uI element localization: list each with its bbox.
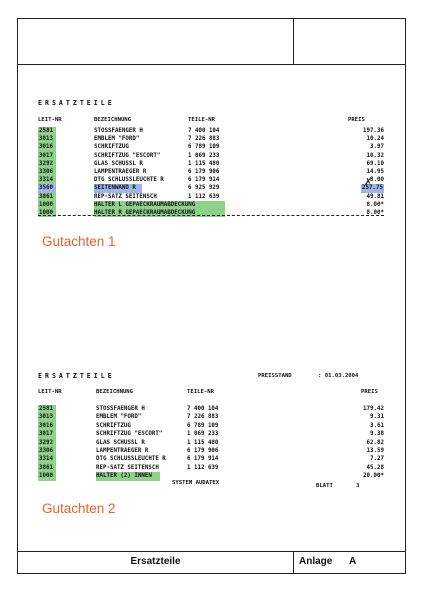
leit-nr-cell: 3861 xyxy=(38,464,56,472)
bezeichnung-cell: EMBLEM "FORD" xyxy=(96,414,142,421)
caption-gutachten-2: Gutachten 2 xyxy=(42,501,116,516)
preis-cell: 197.36 xyxy=(363,128,384,134)
teile-nr-cell: 6 179 906 xyxy=(187,448,219,454)
teile-nr-cell: 6 179 906 xyxy=(188,169,220,175)
column-header-preis: PREIS xyxy=(361,389,378,395)
preis-cell: 9.31 xyxy=(370,414,384,421)
bezeichnung-cell: HALTER L GEPAECKRAUMABDECKUNG xyxy=(94,201,225,209)
table-row xyxy=(38,430,384,438)
leit-nr-cell: 3314 xyxy=(38,455,56,463)
teile-nr-cell: 1 112 639 xyxy=(187,464,219,471)
leit-nr-cell: 3314 xyxy=(38,176,56,184)
sheet-title: ERSATZTEILE xyxy=(38,99,115,107)
table-row xyxy=(38,422,384,430)
preis-cell: 45.28 xyxy=(366,464,384,471)
teile-nr-cell: 6 925 929 xyxy=(188,185,220,192)
column-header-bezeichnung: BEZEICHNUNG xyxy=(96,389,134,395)
footer-anlage xyxy=(299,551,356,573)
hand-drawn-check-icon: ✗ xyxy=(364,177,373,188)
teile-nr-cell: 6 789 109 xyxy=(187,422,219,429)
bezeichnung-cell: STOSSFAENGER H xyxy=(96,406,145,412)
preis-cell: 69.10 xyxy=(366,160,384,167)
bezeichnung-cell: REP-SATZ SEITENSCH xyxy=(96,464,159,471)
teile-nr-cell: 1 069 233 xyxy=(188,152,220,159)
leit-nr-cell: 3017 xyxy=(38,430,56,438)
leit-nr-cell: 3292 xyxy=(38,160,56,168)
table-row xyxy=(38,447,384,455)
teile-nr-cell: 6 179 914 xyxy=(188,177,220,184)
leit-nr-cell: 3017 xyxy=(38,152,56,160)
table-end-divider xyxy=(38,215,384,216)
table-row xyxy=(38,193,384,201)
column-header-teile: TEILE-NR xyxy=(188,117,215,123)
system-label: SYSTEM AUDATEX xyxy=(172,480,220,486)
table-row xyxy=(38,184,384,192)
table-row xyxy=(38,405,384,413)
bezeichnung-cell: EMBLEM "FORD" xyxy=(94,136,140,143)
preis-cell: 9.38 xyxy=(370,431,384,438)
header-column-divider xyxy=(293,19,294,64)
sheet-title: ERSATZTEILE xyxy=(38,372,115,380)
teile-nr-cell: 7 400 104 xyxy=(188,128,220,134)
table-row xyxy=(38,464,384,472)
bezeichnung-cell: SCHRIFTZUG xyxy=(96,422,131,429)
teile-nr-cell: 6 789 109 xyxy=(188,144,220,151)
preis-cell: 49.81 xyxy=(366,193,384,200)
bezeichnung-cell: HALTER (2) INNEN xyxy=(96,472,160,480)
leit-nr-cell: 3306 xyxy=(38,168,56,176)
preis-cell: 10.32 xyxy=(366,152,384,159)
table-row xyxy=(38,413,384,421)
table-row xyxy=(38,160,384,168)
teile-nr-cell: 1 112 639 xyxy=(188,193,220,200)
table-row xyxy=(38,455,384,463)
leit-nr-cell: 3013 xyxy=(38,413,56,421)
column-header-leit: LEIT-NR xyxy=(38,389,62,395)
preis-cell: 179.42 xyxy=(363,406,384,412)
bezeichnung-cell: SCHRIFTZUG "ESCORT" xyxy=(96,431,163,438)
leit-nr-cell: 3560 xyxy=(38,184,56,192)
bezeichnung-cell: HALTER R GEPAECKRAUMABDECKUNG xyxy=(94,209,225,217)
column-header-preis: PREIS xyxy=(348,117,365,123)
preis-cell: 257.75 xyxy=(362,185,383,192)
leit-nr-cell: 2581 xyxy=(38,127,56,135)
bezeichnung-cell: REP-SATZ SEITENSCH xyxy=(94,193,157,200)
bezeichnung-cell: GLAS SCHUSSL R xyxy=(96,439,145,446)
blatt-label: BLATT xyxy=(316,483,333,489)
leit-nr-cell: 3013 xyxy=(38,135,56,143)
caption-gutachten-1: Gutachten 1 xyxy=(42,234,116,249)
preis-cell: 10.24 xyxy=(366,136,384,143)
footer-column-divider xyxy=(293,551,294,573)
preisstand-label: PREISSTAND xyxy=(258,373,292,379)
leit-nr-cell: 3016 xyxy=(38,422,56,430)
bezeichnung-cell: GLAS SCHUSSL R xyxy=(94,160,143,167)
preisstand-value: : 01.03.2004 xyxy=(318,373,359,379)
bezeichnung-cell: DTG SCHLUSSLEUCHTE R xyxy=(96,456,166,463)
teile-nr-cell: 7 226 883 xyxy=(187,414,219,421)
table-row xyxy=(38,143,384,151)
leit-nr-cell: 1000 xyxy=(38,472,56,480)
bezeichnung-cell: LAMPENTRAEGER R xyxy=(96,448,149,454)
leit-nr-cell: 3306 xyxy=(38,447,56,455)
bezeichnung-cell: SCHRIFTZUG xyxy=(94,144,129,151)
leit-nr-cell: 3292 xyxy=(38,439,56,447)
preis-cell: 14.95 xyxy=(366,169,384,175)
leit-nr-cell: 3861 xyxy=(38,193,56,201)
bezeichnung-cell: SEITENWAND R xyxy=(94,184,142,192)
preis-cell: 62.82 xyxy=(366,439,384,446)
leit-nr-cell: 1000 xyxy=(38,209,56,217)
teile-nr-cell: 7 226 883 xyxy=(188,136,220,143)
footer-anlage-value: A xyxy=(349,556,357,567)
bezeichnung-cell: LAMPENTRAEGER R xyxy=(94,169,147,175)
leit-nr-cell: 1000 xyxy=(38,201,56,209)
blatt-value: 3 xyxy=(356,483,360,489)
preis-cell: 3.97 xyxy=(370,144,384,151)
table-row xyxy=(38,127,384,135)
table-row xyxy=(38,209,384,217)
preis-cell: 7.27 xyxy=(370,456,384,463)
table-row xyxy=(38,168,384,176)
footer-anlage-label: Anlage xyxy=(299,556,333,567)
column-header-teile: TEILE-NR xyxy=(187,389,214,395)
footer-title: Ersatzteile xyxy=(130,556,181,567)
teile-nr-cell: 1 069 233 xyxy=(187,431,219,438)
table-row xyxy=(38,152,384,160)
teile-nr-cell: 6 179 914 xyxy=(187,456,219,463)
preis-cell: 20.00* xyxy=(363,473,384,480)
bezeichnung-cell: STOSSFAENGER H xyxy=(94,128,143,134)
bezeichnung-cell: SCHRIFTZUG "ESCORT" xyxy=(94,152,161,159)
preis-cell: 3.61 xyxy=(370,422,384,429)
leit-nr-cell: 3016 xyxy=(38,143,56,151)
table-row xyxy=(38,176,384,184)
teile-nr-cell: 1 115 480 xyxy=(187,439,219,446)
column-header-leit: LEIT-NR xyxy=(38,117,62,123)
table-row xyxy=(38,135,384,143)
leit-nr-cell: 2581 xyxy=(38,405,56,413)
preis-cell: 8.00* xyxy=(366,210,384,216)
preis-cell: 8.00 xyxy=(370,177,384,184)
preis-cell: 13.59 xyxy=(366,448,384,454)
bezeichnung-cell: DTG SCHLUSSLEUCHTE R xyxy=(94,177,164,184)
teile-nr-cell: 1 115 480 xyxy=(188,160,220,167)
column-header-bezeichnung: BEZEICHNUNG xyxy=(94,117,132,123)
table-row xyxy=(38,439,384,447)
header-divider xyxy=(18,64,405,65)
table-row xyxy=(38,201,384,209)
teile-nr-cell: 7 400 104 xyxy=(187,406,219,412)
preis-cell: 8.00* xyxy=(366,201,384,208)
